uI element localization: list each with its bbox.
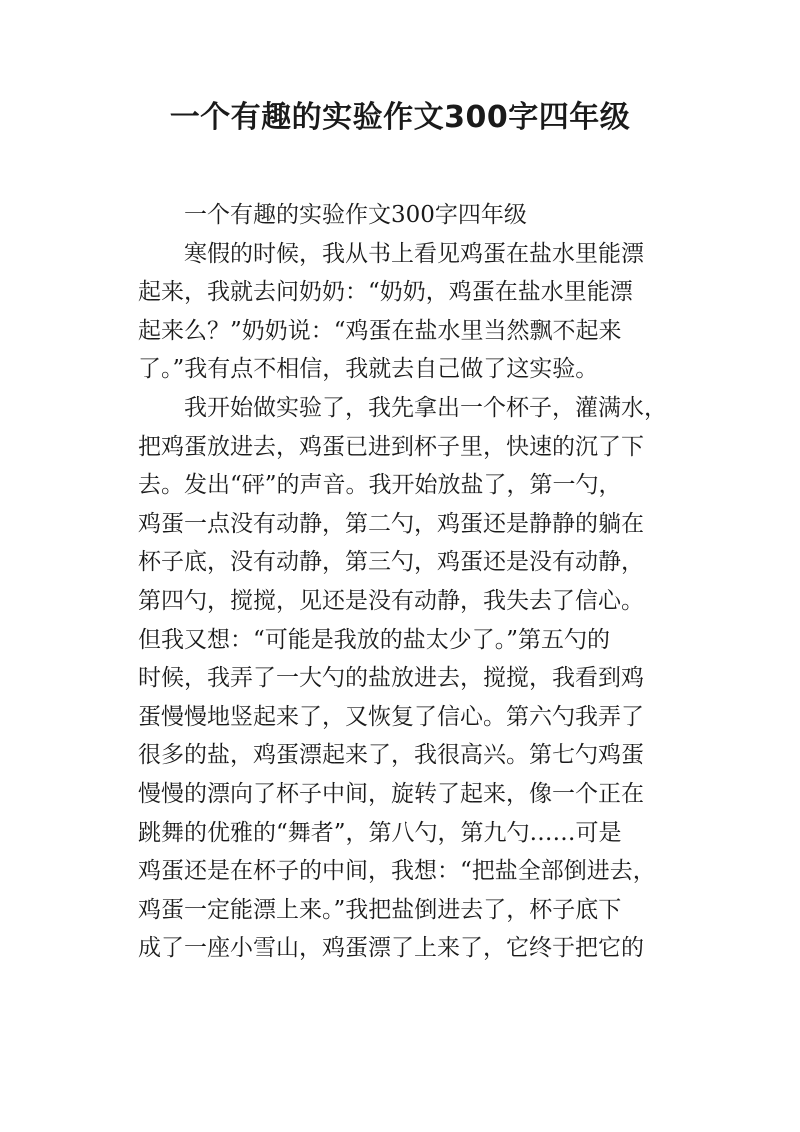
body-line: 很多的盐，鸡蛋漂起来了，我很高兴。第七勺鸡蛋 <box>138 742 644 769</box>
body-line: 第四勺，搅搅，见还是没有动静，我失去了信心。 <box>138 587 644 614</box>
body-line: 起来，我就去问奶奶：“奶奶，鸡蛋在盐水里能漂 <box>138 279 633 306</box>
body-line: 跳舞的优雅的“舞者”，第八勺，第九勺……可是 <box>138 819 622 846</box>
body-line: 一个有趣的实验作文300字四年级 <box>184 202 527 228</box>
body-line: 慢慢的漂向了杯子中间，旋转了起来，像一个正在 <box>138 780 644 807</box>
body-line: 杯子底，没有动静，第三勺，鸡蛋还是没有动静， <box>138 549 644 576</box>
body-line: 蛋慢慢地竖起来了，又恢复了信心。第六勺我弄了 <box>138 703 644 730</box>
body-line: 寒假的时候，我从书上看见鸡蛋在盐水里能漂 <box>184 240 644 267</box>
body-line: 鸡蛋还是在杯子的中间，我想：“把盐全部倒进去， <box>138 858 656 885</box>
page-title: 一个有趣的实验作文300字四年级 <box>169 100 631 135</box>
body-line: 起来么？”奶奶说：“鸡蛋在盐水里当然飘不起来 <box>138 317 622 344</box>
body-line: 我开始做实验了，我先拿出一个杯子，灌满水， <box>184 394 667 421</box>
body-line: 了。”我有点不相信，我就去自己做了这实验。 <box>138 356 599 383</box>
body-line: 把鸡蛋放进去，鸡蛋已进到杯子里，快速的沉了下 <box>138 433 644 460</box>
body-line: 但我又想：“可能是我放的盐太少了。”第五勺的 <box>138 626 611 653</box>
document-body <box>138 196 668 968</box>
body-line: 鸡蛋一点没有动静，第二勺，鸡蛋还是静静的躺在 <box>138 510 644 537</box>
body-line: 鸡蛋一定能漂上来。”我把盐倒进去了，杯子底下 <box>138 896 622 923</box>
body-line: 去。发出“砰”的声音。我开始放盐了，第一勺， <box>138 472 622 499</box>
body-line: 时候，我弄了一大勺的盐放进去，搅搅，我看到鸡 <box>138 665 644 692</box>
body-line: 成了一座小雪山，鸡蛋漂了上来了，它终于把它的 <box>138 935 644 962</box>
